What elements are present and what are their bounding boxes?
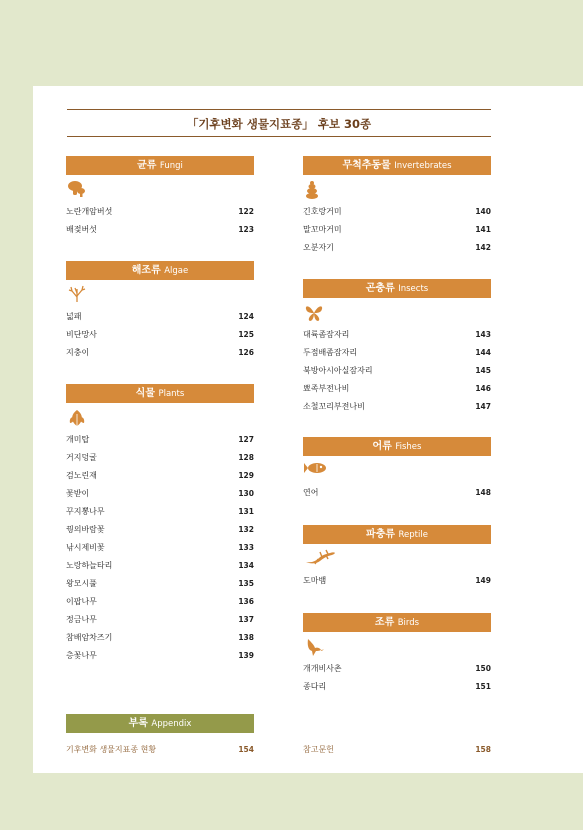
entry-page: 131 — [238, 507, 254, 516]
entry-name: 비단망사 — [66, 330, 97, 339]
snail-icon — [303, 180, 491, 202]
section-title-en: Algae — [164, 266, 189, 276]
toc-entry[interactable] — [303, 572, 491, 590]
entry-page: 151 — [475, 682, 491, 691]
entry-name: 참배암차즈기 — [66, 633, 113, 642]
appendix-title-en: Appendix — [151, 719, 192, 729]
section-title-ko: 파충류 — [366, 529, 396, 540]
toc-entry[interactable] — [66, 593, 254, 611]
appendix-references — [303, 741, 491, 759]
entry-page: 122 — [238, 207, 254, 216]
entry-name: 꿩의바람꽃 — [66, 525, 105, 534]
entry-page: 148 — [475, 488, 491, 497]
toc-entry[interactable] — [66, 221, 254, 239]
entry-name: 꽃받이 — [66, 489, 90, 498]
toc-entry[interactable] — [66, 647, 254, 665]
toc-entry[interactable] — [303, 660, 491, 678]
section-insects — [303, 279, 491, 416]
toc-entry[interactable] — [66, 431, 254, 449]
toc-entry[interactable] — [66, 308, 254, 326]
entry-name: 노란개암버섯 — [66, 207, 113, 216]
entry-page: 136 — [238, 597, 254, 606]
toc-entry[interactable] — [66, 521, 254, 539]
section-header — [303, 613, 491, 632]
toc-entry[interactable] — [303, 362, 491, 380]
entry-name: 검노린재 — [66, 471, 97, 480]
seaweed-icon — [66, 285, 254, 307]
entry-page: 135 — [238, 579, 254, 588]
section-title-en: Fungi — [159, 161, 183, 171]
section-title-ko: 곤충류 — [365, 283, 395, 294]
entry-name: 노랑하늘타리 — [66, 561, 113, 570]
section-birds — [303, 613, 491, 696]
entry-name: 종다리 — [303, 682, 327, 691]
entry-name: 소철꼬리부전나비 — [303, 402, 365, 411]
leaf-icon — [66, 408, 254, 430]
section-header — [66, 384, 254, 403]
toc-entry[interactable] — [303, 678, 491, 696]
entry-name: 왕모시풀 — [66, 579, 97, 588]
entry-name: 넓패 — [66, 312, 82, 321]
contents-page — [33, 86, 583, 773]
entry-page: 126 — [238, 348, 254, 357]
section-header — [303, 279, 491, 298]
section-title-ko: 식물 — [135, 388, 155, 399]
appendix-title-ko: 부록 — [128, 718, 148, 729]
title-bottom-rule — [67, 136, 491, 137]
entry-page: 123 — [238, 225, 254, 234]
entry-name: 오분자기 — [303, 243, 334, 252]
entry-page: 133 — [238, 543, 254, 552]
entry-page: 158 — [475, 745, 491, 754]
entry-page: 140 — [475, 207, 491, 216]
entry-name: 정금나무 — [66, 615, 97, 624]
entry-name: 이팝나무 — [66, 597, 97, 606]
appendix-header — [66, 714, 254, 733]
toc-entry[interactable] — [66, 539, 254, 557]
section-title-ko: 무척추동물 — [342, 160, 391, 171]
section-title-ko: 조류 — [374, 617, 395, 628]
section-title-ko: 어류 — [372, 441, 392, 452]
entry-name: 두점배좀잠자리 — [303, 348, 358, 357]
section-title-ko: 균류 — [137, 160, 157, 171]
section-title-ko: 해조류 — [131, 265, 161, 276]
entry-page: 144 — [475, 348, 491, 357]
entry-page: 125 — [238, 330, 254, 339]
entry-page: 129 — [238, 471, 254, 480]
section-header — [66, 261, 254, 280]
toc-entry[interactable] — [66, 344, 254, 362]
entry-page: 127 — [238, 435, 254, 444]
entry-name: 낚시제비꽃 — [66, 543, 105, 552]
entry-name: 층꽃나무 — [66, 651, 97, 660]
toc-entry[interactable] — [66, 449, 254, 467]
entry-name: 지충이 — [66, 348, 90, 357]
section-header — [303, 525, 491, 544]
toc-entry[interactable] — [66, 203, 254, 221]
toc-entry[interactable] — [303, 326, 491, 344]
toc-entry[interactable] — [66, 557, 254, 575]
entry-page: 138 — [238, 633, 254, 642]
appendix-section — [66, 714, 254, 759]
entry-page: 132 — [238, 525, 254, 534]
butterfly-icon — [303, 303, 491, 325]
section-header — [66, 156, 254, 175]
toc-entry[interactable] — [303, 203, 491, 221]
entry-name: 꾸지뽕나무 — [66, 507, 105, 516]
entry-name: 연어 — [303, 488, 319, 497]
toc-entry[interactable] — [303, 344, 491, 362]
lizard-icon — [303, 549, 491, 571]
toc-entry[interactable] — [303, 221, 491, 239]
entry-name: 긴호랑거미 — [303, 207, 342, 216]
section-title-en: Insects — [398, 284, 429, 294]
entry-page: 139 — [238, 651, 254, 660]
mushroom-icon — [66, 180, 254, 202]
section-fishes — [303, 437, 491, 502]
entry-name: 거지덩굴 — [66, 453, 97, 462]
section-algae — [66, 261, 254, 362]
toc-entry[interactable] — [66, 326, 254, 344]
toc-entry[interactable] — [66, 575, 254, 593]
entry-name: 도마뱀 — [303, 576, 327, 585]
entry-page: 145 — [475, 366, 491, 375]
bird-icon — [303, 637, 491, 659]
section-title-en: Plants — [158, 389, 185, 399]
entry-page: 146 — [475, 384, 491, 393]
entry-page: 154 — [238, 745, 254, 754]
entry-page: 134 — [238, 561, 254, 570]
entry-page: 150 — [475, 664, 491, 673]
entry-page: 124 — [238, 312, 254, 321]
title-top-rule — [67, 109, 491, 110]
entry-page: 142 — [475, 243, 491, 252]
entry-name: 대륙좀잠자리 — [303, 330, 350, 339]
toc-entry[interactable] — [66, 503, 254, 521]
section-header — [303, 156, 491, 175]
entry-name: 배젖버섯 — [66, 225, 97, 234]
entry-page: 147 — [475, 402, 491, 411]
entry-name: 개개비사촌 — [303, 664, 342, 673]
section-invertebrates — [303, 156, 491, 257]
entry-page: 130 — [238, 489, 254, 498]
appendix-entry[interactable] — [66, 741, 254, 759]
section-title-en: Invertebrates — [394, 161, 452, 171]
page-title: 「기후변화 생물지표종」 후보 30종 — [186, 117, 372, 131]
entry-name: 말꼬마거미 — [303, 225, 342, 234]
entry-name: 참고문헌 — [303, 745, 334, 754]
toc-entry[interactable] — [66, 611, 254, 629]
entry-name: 북방아시아실잠자리 — [303, 366, 373, 375]
toc-entry[interactable] — [66, 629, 254, 647]
section-title-en: Birds — [397, 618, 420, 628]
appendix-entry[interactable] — [303, 741, 491, 759]
section-title-en: Reptile — [398, 530, 428, 540]
section-header — [303, 437, 491, 456]
entry-page: 149 — [475, 576, 491, 585]
entry-page: 141 — [475, 225, 491, 234]
entry-name: 개미탑 — [66, 435, 90, 444]
toc-entry[interactable] — [66, 467, 254, 485]
section-reptile — [303, 525, 491, 590]
entry-page: 137 — [238, 615, 254, 624]
toc-entry[interactable] — [303, 398, 491, 416]
section-fungi — [66, 156, 254, 239]
entry-name: 기후변화 생물지표종 현황 — [66, 745, 157, 754]
section-title-en: Fishes — [395, 442, 422, 452]
toc-entry[interactable] — [66, 485, 254, 503]
section-plants — [66, 384, 254, 665]
toc-entry[interactable] — [303, 380, 491, 398]
entry-name: 뾰족부전나비 — [303, 384, 350, 393]
entry-page: 143 — [475, 330, 491, 339]
fish-icon — [303, 461, 491, 483]
toc-entry[interactable] — [303, 484, 491, 502]
toc-entry[interactable] — [303, 239, 491, 257]
entry-page: 128 — [238, 453, 254, 462]
